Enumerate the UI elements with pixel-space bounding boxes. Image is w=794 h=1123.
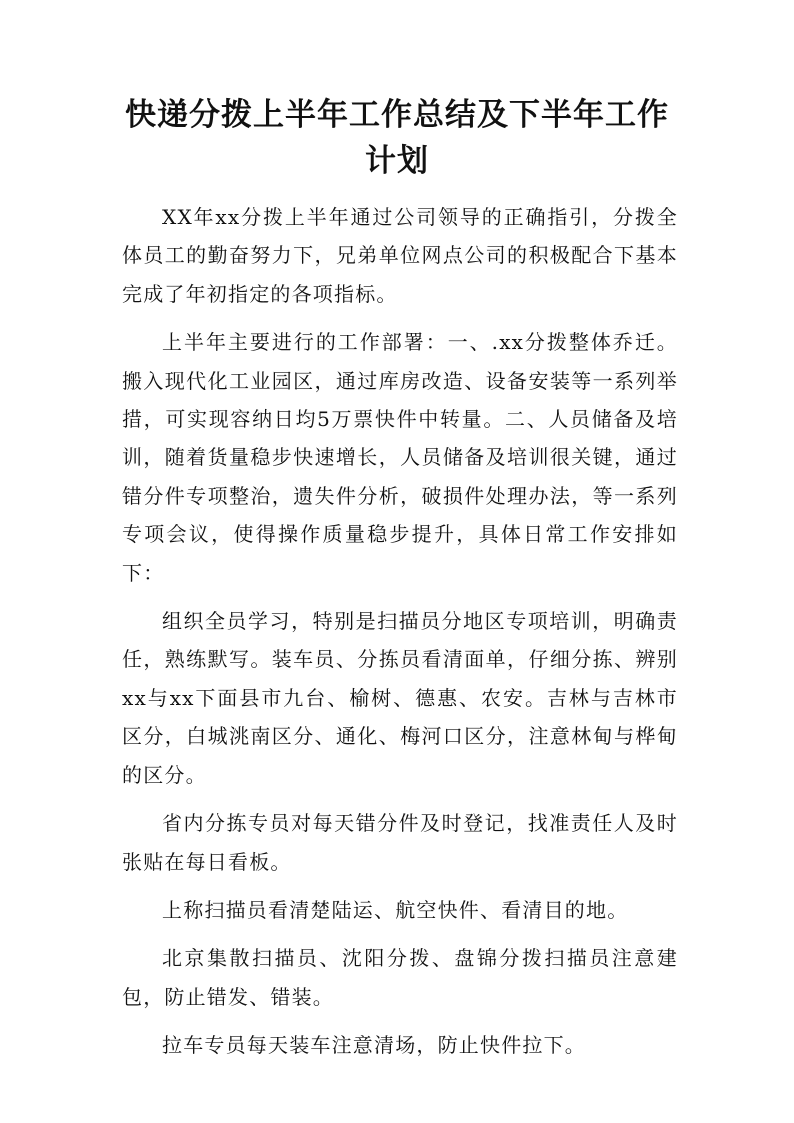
paragraph-intro: XX年xx分拨上半年通过公司领导的正确指引，分拨全体员工的勤奋努力下，兄弟单位网点公司的积极配合下基本完成了年初指定的各项指标。 (122, 205, 678, 306)
document-title: 快递分拨上半年工作总结及下半年工作计划 (125, 97, 669, 179)
paragraph-missort-registration: 省内分拣专员对每天错分件及时登记，找准责任人及时张贴在每日看板。 (122, 811, 678, 874)
paragraph-work-deployment: 上半年主要进行的工作部署：一、.xx分拨整体乔迁。搬入现代化工业园区，通过库房改造、设备安装等一系列举措，可实现容纳日均5万票快件中转量。二、人员储备及培训，随着货量稳步快速增长，人员储备及培训很关键，通过错分件专项整治，遗失件分析，破损件处理办法，等一系列专项会议，使得操作质量稳步提升，具体日常工作安排如下： (122, 330, 678, 585)
paragraph-scale-scanner: 上称扫描员看清楚陆运、航空快件、看清目的地。 (162, 897, 629, 922)
paragraph-loading: 拉车专员每天装车注意清场，防止快件拉下。 (162, 1033, 586, 1058)
paragraph-packing: 北京集散扫描员、沈阳分拨、盘锦分拨扫描员注意建包，防止错发、错装。 (122, 946, 678, 1009)
document-body (122, 198, 678, 1075)
paragraph-training: 组织全员学习，特别是扫描员分地区专项培训，明确责任，熟练默写。装车员、分拣员看清面单，仔细分拣、辨别xx与xx下面县市九台、榆树、德惠、农安。吉林与吉林市区分，白城洮南区分、通化、梅河口区分，注意林甸与桦甸的区分。 (122, 609, 678, 787)
